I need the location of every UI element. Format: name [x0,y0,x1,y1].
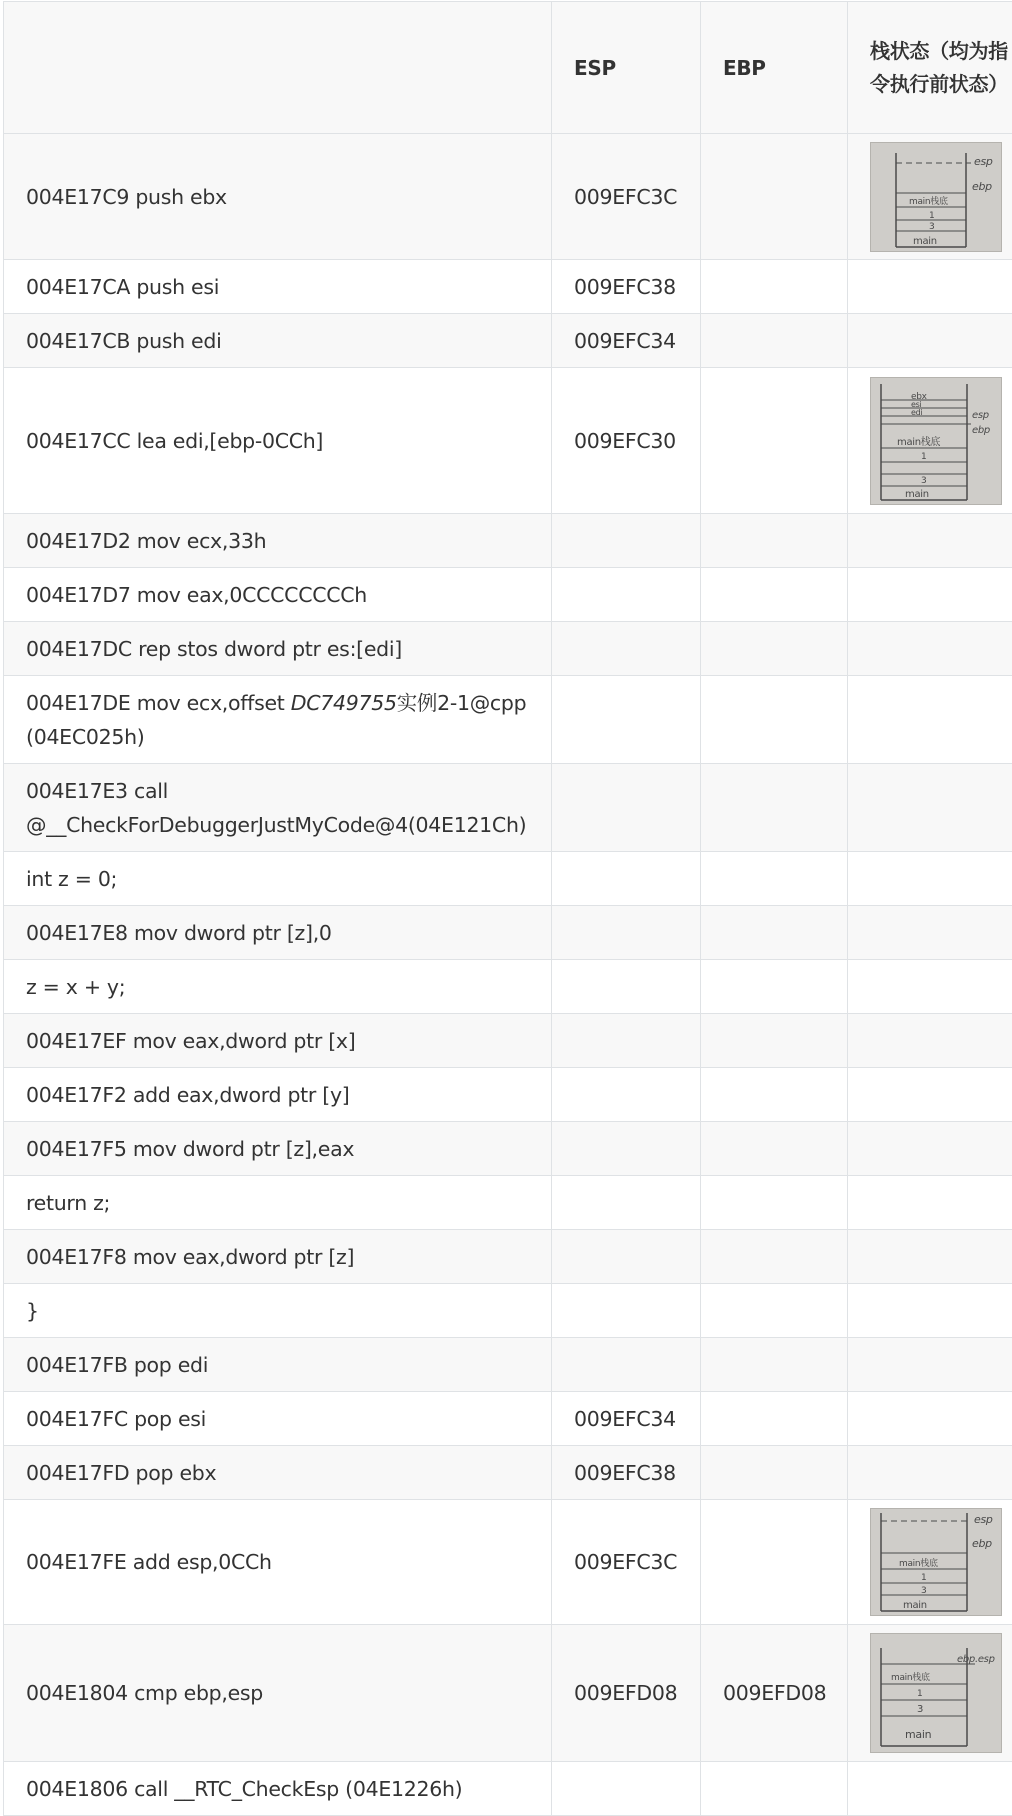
table-row [4,960,1012,1014]
table-row [4,260,1012,314]
table-row [4,1176,1012,1230]
sketch-label: 3 [929,222,934,232]
instruction-cell: 004E17D2 mov ecx,33h [4,514,552,568]
sketch-label: 1 [929,211,934,221]
table-row [4,1122,1012,1176]
esp-cell [552,960,701,1014]
instruction-prefix: 004E17DE mov ecx,offset [26,691,291,715]
stack-diagram-2 [871,378,1001,504]
instruction-cell: 004E17CC lea edi,[ebp-0CCh] [4,368,552,514]
stack-cell [848,1122,1012,1176]
ebp-cell [701,1446,848,1500]
ebp-cell [701,906,848,960]
stack-cell [848,1625,1012,1762]
esp-cell: 009EFD08 [552,1625,701,1762]
sketch-label: ebp.esp [957,1654,995,1665]
table-row [4,1284,1012,1338]
instruction-cell: 004E17FD pop ebx [4,1446,552,1500]
esp-cell [552,1014,701,1068]
stack-cell [848,514,1012,568]
header-esp: ESP [552,2,701,134]
ebp-cell [701,764,848,852]
table-row [4,568,1012,622]
ebp-cell [701,1500,848,1625]
table-row [4,852,1012,906]
ebp-cell [701,1230,848,1284]
esp-cell: 009EFC30 [552,368,701,514]
esp-cell: 009EFC38 [552,260,701,314]
instruction-cell: 004E1804 cmp ebp,esp [4,1625,552,1762]
table-row [4,1446,1012,1500]
table-row [4,764,1012,852]
esp-cell [552,1068,701,1122]
table-row [4,1068,1012,1122]
ebp-cell [701,260,848,314]
table-row [4,1230,1012,1284]
sketch-label: 1 [917,1689,922,1699]
stack-cell [848,1284,1012,1338]
ebp-cell [701,134,848,260]
instruction-cell: z = x + y; [4,960,552,1014]
stack-cell [848,1338,1012,1392]
stack-cell [848,764,1012,852]
ebp-cell: 009EFD08 [701,1625,848,1762]
ebp-cell [701,514,848,568]
sketch-label: ebp [972,1537,992,1550]
stack-cell [848,1762,1012,1816]
ebp-cell [701,1068,848,1122]
stack-sketch-image [870,142,1002,252]
ebp-cell [701,1762,848,1816]
instruction-suffix: 实例2-1@cpp (04EC025h) [26,691,526,749]
esp-cell [552,514,701,568]
stack-cell [848,622,1012,676]
stack-cell [848,1500,1012,1625]
table-row [4,676,1012,764]
instruction-cell: 004E17EF mov eax,dword ptr [x] [4,1014,552,1068]
stack-cell [848,1068,1012,1122]
instruction-cell [4,676,552,764]
esp-cell [552,764,701,852]
sketch-label: main [913,236,937,247]
table-row [4,368,1012,514]
sketch-label: main栈底 [899,1557,938,1569]
instruction-cell: 004E17D7 mov eax,0CCCCCCCCh [4,568,552,622]
instruction-cell: 004E17FB pop edi [4,1338,552,1392]
sketch-label: main [903,1600,927,1611]
stack-cell [848,1176,1012,1230]
esp-cell [552,1122,701,1176]
esp-cell [552,906,701,960]
esp-cell [552,852,701,906]
stack-diagram-3 [871,1509,1001,1615]
instruction-cell: return z; [4,1176,552,1230]
stack-sketch-image [870,1633,1002,1753]
sketch-label: main [905,489,929,500]
instruction-cell: 004E17F8 mov eax,dword ptr [z] [4,1230,552,1284]
ebp-cell [701,960,848,1014]
instruction-cell: 004E17DC rep stos dword ptr es:[edi] [4,622,552,676]
table-row [4,1338,1012,1392]
esp-cell [552,1230,701,1284]
table-row [4,1625,1012,1762]
table-row [4,1500,1012,1625]
sketch-label: main [905,1728,932,1741]
esp-cell [552,1338,701,1392]
esp-cell: 009EFC3C [552,1500,701,1625]
sketch-label: ebx [911,392,928,402]
sketch-label: 3 [921,1586,926,1596]
stack-cell [848,1446,1012,1500]
esp-cell [552,1176,701,1230]
stack-sketch-image [870,1508,1002,1616]
sketch-label: esp [972,410,989,421]
instruction-cell: 004E17C9 push ebx [4,134,552,260]
stack-cell [848,1230,1012,1284]
table-row [4,622,1012,676]
table-row [4,314,1012,368]
instruction-cell: 004E1806 call __RTC_CheckEsp (04E1226h) [4,1762,552,1816]
instruction-cell: 004E17F5 mov dword ptr [z],eax [4,1122,552,1176]
sketch-label: 3 [917,1704,923,1715]
header-ebp: EBP [701,2,848,134]
ebp-cell [701,622,848,676]
stack-cell [848,906,1012,960]
ebp-cell [701,676,848,764]
stack-cell [848,852,1012,906]
instruction-cell: } [4,1284,552,1338]
esp-cell [552,568,701,622]
sketch-label: main栈底 [897,435,940,448]
stack-cell [848,314,1012,368]
ebp-cell [701,568,848,622]
ebp-cell [701,1338,848,1392]
assembly-stack-table [3,1,1012,1816]
stack-cell [848,368,1012,514]
table-row [4,1014,1012,1068]
ebp-cell [701,852,848,906]
sketch-label: esi [911,400,921,409]
instruction-symbol: DC749755 [291,691,397,715]
stack-sketch-image [870,377,1002,505]
sketch-label: 1 [921,452,926,462]
stack-diagram-4 [871,1634,1001,1752]
instruction-cell: 004E17FE add esp,0CCh [4,1500,552,1625]
table-header-row [4,2,1012,134]
ebp-cell [701,368,848,514]
instruction-cell: int z = 0; [4,852,552,906]
stack-cell [848,134,1012,260]
stack-cell [848,960,1012,1014]
sketch-label: ebp [972,425,990,436]
table-row [4,1392,1012,1446]
esp-cell [552,1762,701,1816]
instruction-cell: 004E17CB push edi [4,314,552,368]
sketch-label: 3 [921,476,926,486]
stack-cell [848,1014,1012,1068]
instruction-cell: 004E17FC pop esi [4,1392,552,1446]
header-instruction [4,2,552,134]
ebp-cell [701,1122,848,1176]
esp-cell: 009EFC3C [552,134,701,260]
stack-cell [848,1392,1012,1446]
ebp-cell [701,314,848,368]
ebp-cell [701,1284,848,1338]
instruction-cell: 004E17E3 call @__CheckForDebuggerJustMyCode@4(04E121Ch) [4,764,552,852]
esp-cell [552,622,701,676]
instruction-cell: 004E17E8 mov dword ptr [z],0 [4,906,552,960]
esp-cell: 009EFC34 [552,1392,701,1446]
instruction-cell: 004E17CA push esi [4,260,552,314]
esp-cell: 009EFC34 [552,314,701,368]
stack-cell [848,568,1012,622]
sketch-label: 1 [921,1573,926,1583]
esp-cell: 009EFC38 [552,1446,701,1500]
stack-cell [848,260,1012,314]
ebp-cell [701,1392,848,1446]
sketch-label: main栈底 [891,1671,930,1683]
instruction-cell: 004E17F2 add eax,dword ptr [y] [4,1068,552,1122]
ebp-cell [701,1176,848,1230]
table-row [4,134,1012,260]
sketch-label: esp [974,155,993,168]
ebp-cell [701,1014,848,1068]
stack-diagram-1 [871,143,1001,251]
stack-cell [848,676,1012,764]
header-stack-state: 栈状态（均为指令执行前状态） [848,2,1012,134]
esp-cell [552,676,701,764]
sketch-label: ebp [972,180,992,193]
table-row [4,514,1012,568]
sketch-label: edi [911,408,922,417]
sketch-label: main栈底 [909,195,948,207]
table-row [4,1762,1012,1816]
esp-cell [552,1284,701,1338]
sketch-label: esp [974,1513,993,1526]
table-row [4,906,1012,960]
